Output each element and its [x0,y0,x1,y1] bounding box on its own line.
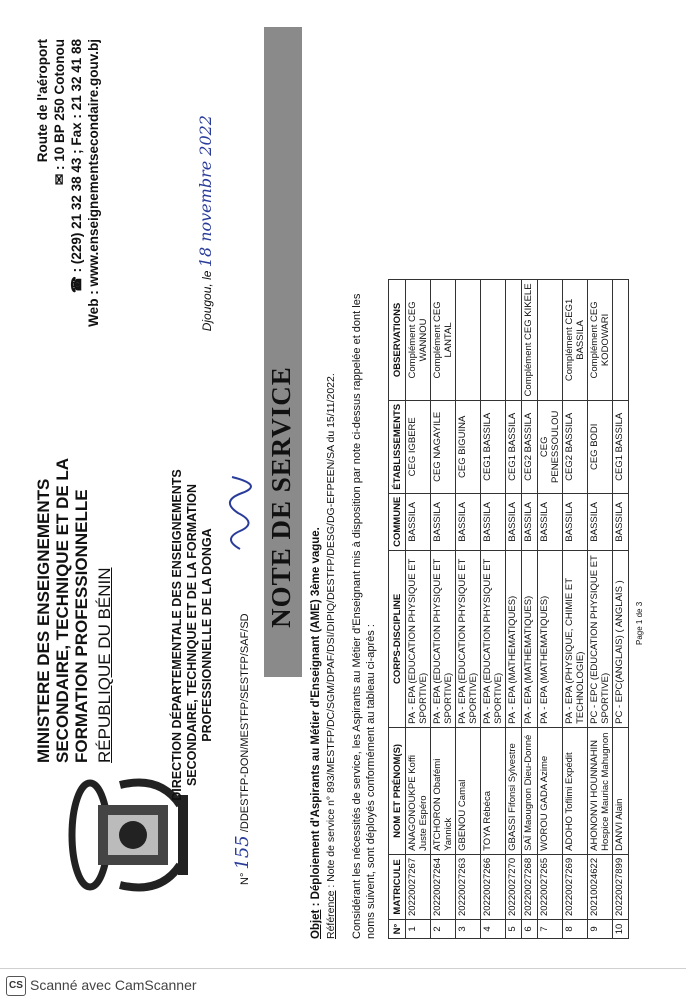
col-matricule: MATRICULE [389,854,406,919]
cell-observations: Complément CEG KODOWARI [588,280,613,401]
table-row [563,280,588,939]
cell-discipline: PA - EPA (PHYSIQUE, CHIMIE ET TECHNOLOGIE) [563,550,588,727]
cell-name: GBASSI Fifonsi Sylvestre [506,727,522,854]
cell-discipline: PA - EPA (EDUCATION PHYSIQUE ET SPORTIVE) [481,550,506,727]
col-name: NOM ET PRÉNOM(S) [389,727,406,854]
cell-discipline: PA - EPA (EDUCATION PHYSIQUE ET SPORTIVE) [431,550,456,727]
cell-matricule: 20220027266 [481,854,506,919]
cell-discipline: PA - EPA (MATHEMATIQUES) [506,550,522,727]
reference-line [325,373,337,939]
cell-number: 1 [406,920,431,939]
title-banner [264,27,302,677]
cell-name: AHONONVI HOUNNAHIN Hospice Mauriac Mahugnon [588,727,613,854]
document-title: NOTE DE SERVICE [266,366,296,628]
cell-number: 3 [456,920,481,939]
rotated-document [20,25,652,945]
intro-paragraph: Considérant les nécessités de service, les Aspirants au Métier d'Enseignant mis à disposition par note ci-dessus rappelée et dont les noms suivent, sont déployés conformément au tableau ci-après : [351,293,377,939]
date-prefix: Djougou, le [200,270,214,332]
cell-name: ADOHO Toflimi Expédit [563,727,588,854]
cell-commune: BASSILA [563,493,588,550]
deployment-table [388,279,629,939]
republic-name: RÉPUBLIQUE DU BÉNIN [95,567,114,763]
cell-number: 9 [588,920,613,939]
cell-name: WOROU GADA Azime [538,727,563,854]
ministry-header [34,363,114,763]
table-row [481,280,506,939]
cell-matricule: 20220027270 [506,854,522,919]
cell-matricule: 20220027263 [456,854,481,919]
page-number: Page 1 de 3 [635,601,644,645]
cell-commune: BASSILA [456,493,481,550]
cell-school: CEG BIGUINA [456,400,481,493]
cell-number: 7 [538,920,563,939]
direction-line: SECONDAIRE, TECHNIQUE ET DE LA FORMATION [185,483,199,787]
cell-observations: Complément CEG WANNOU [406,280,431,401]
reference-label: Référence [325,890,337,939]
col-school: ÉTABLISSEMENTS [389,400,406,493]
date-line [196,115,215,331]
cell-name: SAÏ Maougnon Dieu-Donné [522,727,538,854]
cell-number: 5 [506,920,522,939]
col-commune: COMMUNE [389,493,406,550]
address-line: ☎ : (229) 21 32 38 43 ; Fax : 21 32 41 88 [69,39,84,293]
cell-discipline: PA - EPA (MATHEMATIQUES) [538,550,563,727]
cell-number: 10 [613,920,629,939]
cell-observations [481,280,506,401]
scanner-label: Scanné avec CamScanner [30,977,197,993]
cell-commune: BASSILA [588,493,613,550]
cell-number: 4 [481,920,506,939]
cell-matricule: 20220027899 [613,854,629,919]
col-number: N° [389,920,406,939]
table-header-row [389,280,406,939]
address-line: ✉ : 10 BP 250 Cotonou [52,39,67,186]
reference-text: : Note de service n° 893/MESTFP/DC/SGM/DPAF/DSI/DIPIQ/DESTFP/DESG/DG-EFPEEN/SA du 15/11/2022. [325,373,337,891]
cell-commune: BASSILA [538,493,563,550]
direction-line: PROFESSIONNELLE DE LA DONGA [200,528,214,742]
cell-commune: BASSILA [431,493,456,550]
cell-name: ATCHORON Obafémi Yannick [431,727,456,854]
address-line: Route de l'aéroport [35,39,50,163]
cell-commune: BASSILA [406,493,431,550]
col-discipline: CORPS-DISCIPLINE [389,550,406,727]
cell-school: CEG PENESSOULOU [538,400,563,493]
ministry-line: MINISTERE DES ENSEIGNEMENTS [34,478,53,763]
cell-school: CEG IGBERE [406,400,431,493]
cell-name: ANAGONOUKPE Koffi Juste Espéro [406,727,431,854]
address-line: Web : www.enseignementsecondaire.gouv.bj [86,39,101,327]
ref-code: /DDESTFP-DON/MESTFP/SESTFP/SAF/SD [239,613,251,833]
cell-observations [538,280,563,401]
table-row [522,280,538,939]
cell-discipline: PA - EPA (EDUCATION PHYSIQUE ET SPORTIVE) [456,550,481,727]
cell-number: 8 [563,920,588,939]
cell-name: TOYA Rébéca [481,727,506,854]
cell-observations: Complément CEG KIKELE [522,280,538,401]
cell-school: CEG BODI [588,400,613,493]
cell-observations [613,280,629,401]
ministry-line: SECONDAIRE, TECHNIQUE ET DE LA [53,457,72,763]
cell-number: 6 [522,920,538,939]
cell-school: CEG NAGAYILE [431,400,456,493]
cell-commune: BASSILA [506,493,522,550]
cell-matricule: 20220027267 [406,854,431,919]
cell-number: 2 [431,920,456,939]
cell-matricule: 20220027269 [563,854,588,919]
objet-line [310,527,322,939]
ministry-line: FORMATION PROFESSIONNELLE [72,489,91,763]
cell-matricule: 20210024622 [588,854,613,919]
cell-discipline: PA - EPA (EDUCATION PHYSIQUE ET SPORTIVE) [406,550,431,727]
cell-commune: BASSILA [481,493,506,550]
cell-school: CEG1 BASSILA [613,400,629,493]
signature-mark [218,473,252,553]
objet-text: : Déploiement d'Aspirants au Métier d'Enseignant (AME) 3ème vague. [310,527,322,910]
cell-commune: BASSILA [613,493,629,550]
scanner-watermark-bar [0,968,686,1001]
objet-label: Objet [310,909,322,939]
cell-discipline: PC - EPC(ANGLAIS) ( ANGLAIS ) [613,550,629,727]
cell-discipline: PA - EPA (MATHEMATIQUES) [522,550,538,727]
cell-observations: Complément CEG LANTAL [431,280,456,401]
cell-school: CEG2 BASSILA [563,400,588,493]
ref-prefix: N° [239,872,251,885]
table-row [431,280,456,939]
cell-school: CEG1 BASSILA [506,400,522,493]
cell-observations [506,280,522,401]
table-row [506,280,522,939]
handwritten-date: 18 novembre 2022 [196,115,215,268]
cell-matricule: 20220027265 [538,854,563,919]
cell-school: CEG1 BASSILA [481,400,506,493]
address-block [34,39,102,399]
reference-number [232,613,253,885]
cell-matricule: 20220027264 [431,854,456,919]
direction-line: DIRECTION DÉPARTEMENTALE DES ENSEIGNEMENTS [170,469,184,801]
cell-school: CEG2 BASSILA [522,400,538,493]
camscanner-icon: CS [6,976,26,996]
table-row [538,280,563,939]
cell-observations: Complément CEG1 BASSILA [563,280,588,401]
cell-name: DANVI Alain [613,727,629,854]
cell-discipline: PC - EPC (EDUCATION PHYSIQUE ET SPORTIVE) [588,550,613,727]
direction-header [170,395,215,875]
cell-name: GBENOU Camal [456,727,481,854]
cell-commune: BASSILA [522,493,538,550]
table-row [613,280,629,939]
cell-matricule: 20220027268 [522,854,538,919]
col-observations: OBSERVATIONS [389,280,406,401]
table-row [588,280,613,939]
table-row [406,280,431,939]
cell-observations [456,280,481,401]
handwritten-number: 155 [232,835,253,870]
table-row [456,280,481,939]
